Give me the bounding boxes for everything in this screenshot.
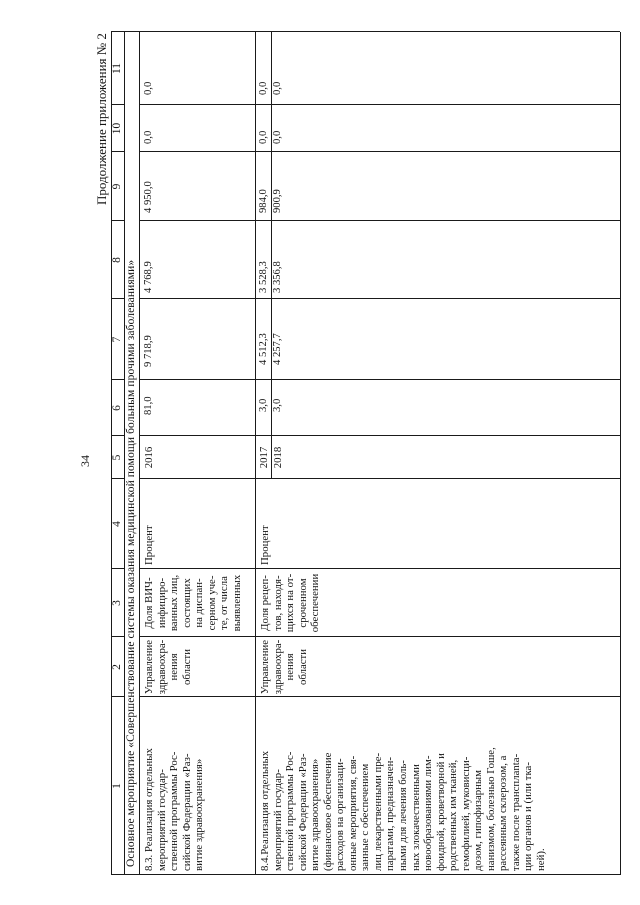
page-number: 34 (78, 455, 92, 467)
col-number-9: 9 (111, 183, 123, 190)
row-8-3-year: 2016 (143, 446, 155, 469)
continuation-title: Продолжение приложения № 2 (94, 33, 109, 205)
col-number-3: 3 (111, 600, 123, 606)
col-number-6: 6 (111, 405, 123, 411)
row-8-3-col1: 8.3. Реализация отдельных мероприятий государ- ственной программы Рос- сийской Федерации «Раз- витие здравоохранения» (143, 748, 206, 871)
row-8-3-col2: Управление здравоохра- нения области (143, 639, 193, 695)
row-8-4-2018-col6: 3,0 (272, 398, 283, 412)
col-number-10: 10 (111, 122, 123, 135)
section-header: Основное мероприятие «Совершенствование системы оказания медицинской помощи больным прочими заболеваниями» (125, 259, 137, 867)
row-8-3-col11: 0,0 (143, 81, 154, 95)
row-8-3-col10: 0,0 (143, 130, 154, 144)
col-number-8: 8 (111, 257, 123, 263)
col-number-4: 4 (111, 521, 123, 527)
row-8-4-col1: 8.4.Реализация отдельных мероприятий государ- ственной программы Рос- сийской Федерации «Раз- витие здравоохранения» (финансовое обеспечение расходов на организаци- онные мероприятия, свя- занные с обеспечением лиц лекарственными пре- паратами, предназначен- ными для лечения боль- ных злокачественными новообразованиями лим- фоидной, кроветворной и родственных им тканей, гемофилией, муковисци- дозом, гипофизарным нанизмом, болезнью Гоше, рассеянным склерозом, а также после трансплanta- ции органов и (или тка- ней). (259, 747, 548, 871)
row-8-4-2017-col8: 3 528,3 (258, 261, 269, 293)
row-8-4-2017-col9: 984,0 (258, 189, 269, 213)
row-8-4-2017-col11: 0,0 (258, 81, 269, 95)
row-8-4-year-2018: 2018 (272, 446, 284, 469)
col-number-2: 2 (111, 664, 123, 670)
row-8-4-col4: Процент (259, 525, 271, 565)
row-8-3-col3: Доля ВИЧ- инфициро- ванных лиц, состоящих на диспан- серном уче- те, от числа выявленных (143, 574, 243, 632)
row-8-3-col6: 81,0 (143, 396, 154, 415)
col-number-11: 11 (111, 62, 123, 75)
row-8-4-col2: Управление здравоохра- нения области (259, 639, 309, 695)
row-8-4-2018-col9: 900,9 (272, 189, 283, 213)
row-8-4-2018-col11: 0,0 (272, 81, 283, 95)
col-number-5: 5 (111, 454, 123, 461)
col-number-1: 1 (111, 783, 123, 789)
row-8-4-2018-col10: 0,0 (272, 130, 283, 144)
row-8-4-2017-col6: 3,0 (258, 398, 269, 412)
row-8-4-2017-col7: 4 512,3 (258, 333, 269, 365)
row-8-4-2018-col7: 4 257,7 (272, 333, 283, 365)
row-8-3-col8: 4 768,9 (143, 261, 154, 293)
row-8-3-col9: 4 950,0 (143, 181, 154, 213)
col-number-7: 7 (111, 336, 123, 343)
row-8-4-2017-col10: 0,0 (258, 130, 269, 144)
row-8-4-2018-col8: 3 356,8 (272, 261, 283, 293)
row-8-3-col7: 9 718,9 (143, 335, 154, 367)
row-8-4-col3: Доля рецеп- тов, находя- щихся на от- сроченном обеспечении (259, 573, 322, 633)
row-8-3-col4: Процент (143, 525, 155, 565)
row-8-4-year-2017: 2017 (258, 446, 270, 469)
